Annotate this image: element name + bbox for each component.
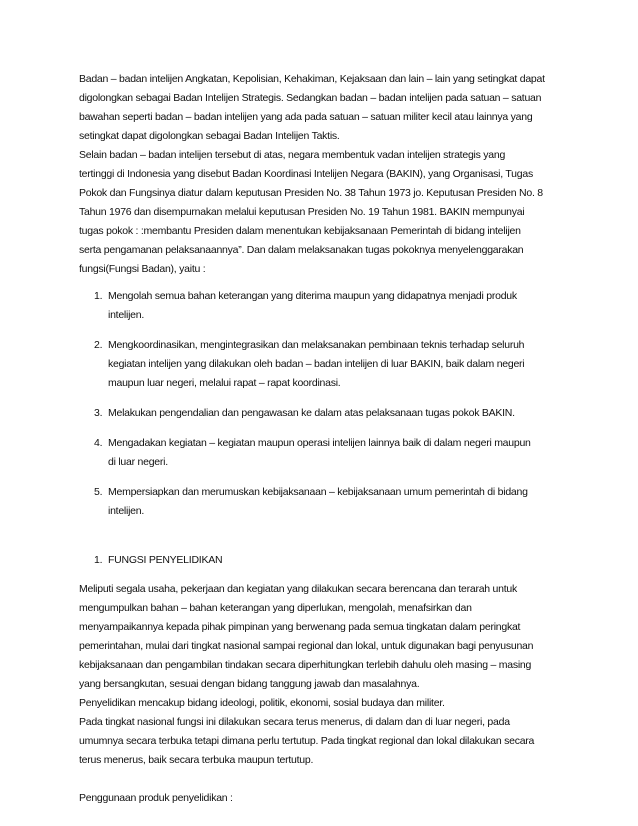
text-line: menyampaikannya kepada pihak pimpinan yang berwenang pada semua tingkatan dalam peringkat [79,621,521,633]
section-paragraph [79,580,567,770]
text-line: Pada tingkat nasional fungsi ini dilakukan secara terus menerus, di dalam dan di luar negeri, pada [79,716,510,728]
text-line: tertinggi di Indonesia yang disebut Badan Koordinasi Intelijen Negara (BAKIN), yang Organisasi, Tugas [79,168,533,180]
list-number: 2. [94,339,103,351]
text-line: kebijaksanaan dan pengambilan tindakan secara diperhitungkan terlebih dahulu oleh masing – masing [79,659,532,671]
text-line: pemerintahan, mulai dari tingkat nasional sampai regional dan lokal, untuk digunakan bagi penyusunan [79,640,534,652]
text-line: bawahan seperti badan – badan intelijen yang ada pada satuan – satuan militer kecil atau lainnya yang [79,111,533,123]
list-number: 3. [94,407,103,419]
intro-paragraph [79,70,567,279]
list-item [79,404,567,423]
text-line: kegiatan intelijen yang dilakukan oleh badan – badan intelijen di luar BAKIN, baik dalam negeri [108,358,525,370]
text-line: fungsi(Fungsi Badan), yaitu : [79,263,206,275]
text-line: intelijen. [108,309,145,321]
text-line: Badan – badan intelijen Angkatan, Kepolisian, Kehakiman, Kejaksaan dan lain – lain yang setingkat dapat [79,73,545,85]
text-line: Pokok dan Fungsinya diatur dalam keputusan Presiden No. 38 Tahun 1973 jo. Keputusan Presiden No. 8 [79,187,543,199]
list-item [79,287,567,325]
text-line: umumnya secara terbuka tetapi dimana perlu tertutup. Pada tingkat regional dan lokal dilakukan secara [79,735,535,747]
list-number: 4. [94,437,103,449]
list-number: 1. [94,290,103,302]
text-line: terus menerus, baik secara terbuka maupun tertutup. [79,754,314,766]
section-number: 1. [94,554,103,566]
text-line: Mengolah semua bahan keterangan yang diterima maupun yang didapatnya menjadi produk [108,290,517,302]
text-line: di luar negeri. [108,456,168,468]
closing-line: Penggunaan produk penyelidikan : [79,792,233,804]
text-line: Mengkoordinasikan, mengintegrasikan dan melaksanakan pembinaan teknis terhadap seluruh [108,339,525,351]
text-line: Meliputi segala usaha, pekerjaan dan kegiatan yang dilakukan secara berencana dan terarah untuk [79,583,517,595]
text-line: Melakukan pengendalian dan pengawasan ke dalam atas pelaksanaan tugas pokok BAKIN. [108,407,515,419]
text-line: serta pengamanan pelaksanaannya”. Dan dalam melaksanakan tugas pokoknya menyelenggarakan [79,244,524,256]
text-line: Tahun 1976 dan disempurnakan melalui keputusan Presiden No. 19 Tahun 1981. BAKIN mempunyai [79,206,525,218]
text-line: digolongkan sebagai Badan Intelijen Strategis. Sedangkan badan – badan intelijen pada satuan – satuan [79,92,542,104]
text-line: Mengadakan kegiatan – kegiatan maupun operasi intelijen lainnya baik di dalam negeri maupun [108,437,531,449]
text-line: yang bersangkutan, sesuai dengan bidang tanggung jawab dan masalahnya. [79,678,420,690]
text-line: maupun luar negeri, melalui rapat – rapat koordinasi. [108,377,341,389]
section-title: FUNGSI PENYELIDIKAN [108,554,223,566]
text-line: mengumpulkan bahan – bahan keterangan yang diperlukan, mengolah, menafsirkan dan [79,602,472,614]
text-line: setingkat dapat digolongkan sebagai Badan Intelijen Taktis. [79,130,340,142]
text-line: intelijen. [108,505,145,517]
text-line: Penyelidikan mencakup bidang ideologi, politik, ekonomi, sosial budaya dan militer. [79,697,445,709]
list-item [79,336,567,393]
function-list [79,287,567,521]
section-heading [79,551,567,570]
document-body [79,70,567,808]
list-item [79,483,567,521]
text-line: Selain badan – badan intelijen tersebut di atas, negara membentuk vadan intelijen strategis yang [79,149,506,161]
paragraph-spacer [79,770,567,789]
text-line: Mempersiapkan dan merumuskan kebijaksanaan – kebijaksanaan umum pemerintah di bidang [108,486,528,498]
list-number: 5. [94,486,103,498]
list-item [79,434,567,472]
text-line: tugas pokok : :membantu Presiden dalam menentukan kebijaksanaan Pemerintah di bidang intelijen [79,225,521,237]
